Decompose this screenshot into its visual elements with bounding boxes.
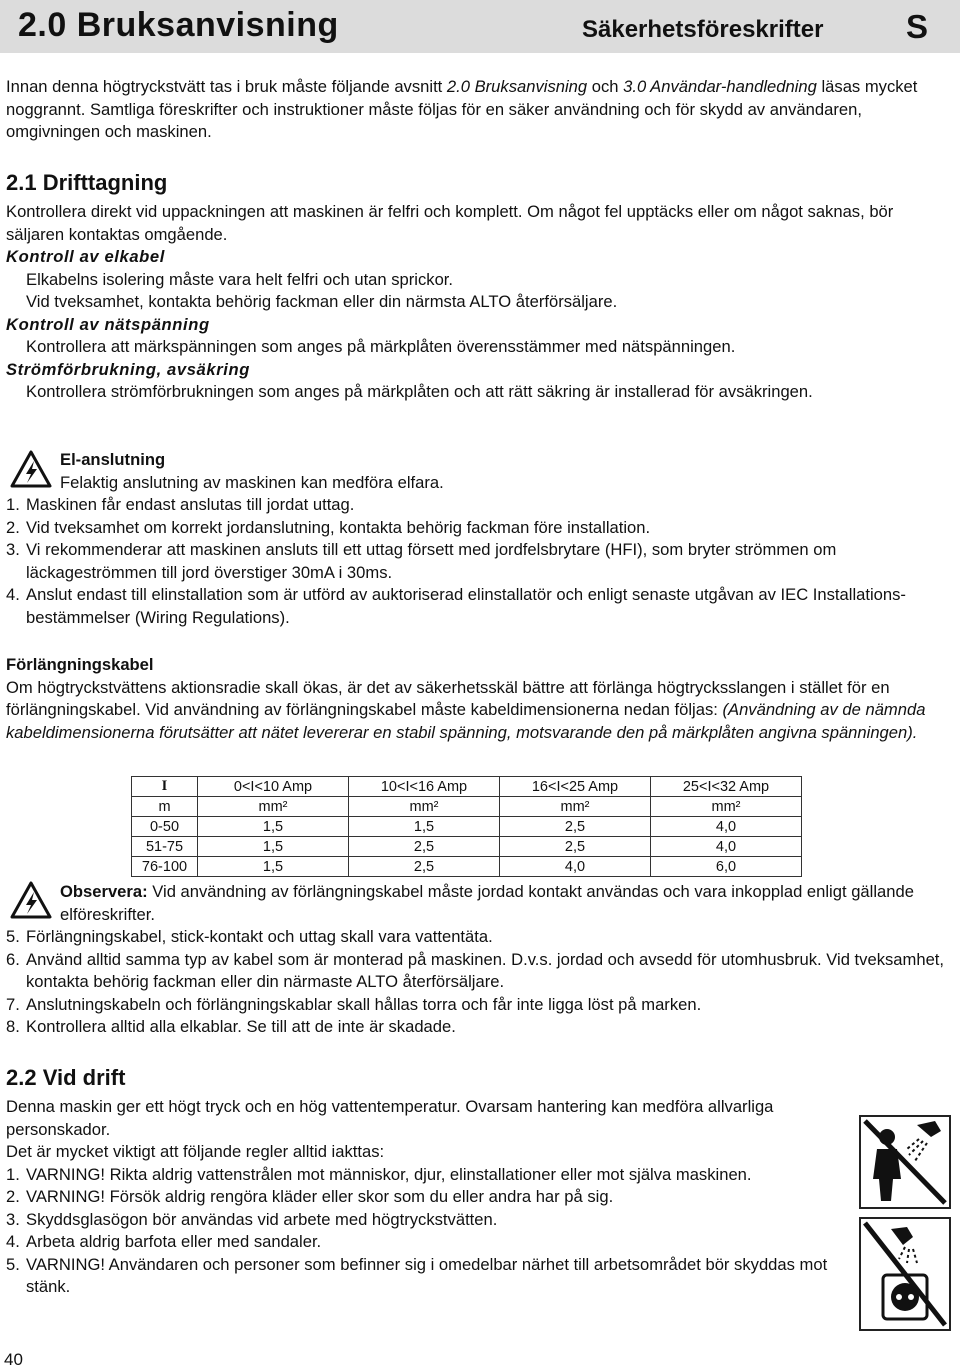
table-cell: 1,5 [198,817,349,837]
table-cell: 51-75 [132,837,198,857]
operation-rule-item [6,1254,838,1299]
no-spray-at-people-icon [859,1115,951,1209]
extension-cable-heading: Förlängningskabel [6,655,154,674]
table-cell: mm² [349,797,500,817]
observera-list-item [6,926,954,949]
operation-rule-item [6,1164,838,1187]
table-cell: 4,0 [651,817,802,837]
observera-list-item-text: Kontrollera alltid alla elkablar. Se till att de inte är skadade. [26,1017,456,1036]
table-cell: 0<I<10 Amp [198,777,349,797]
observera-section [6,881,954,1039]
operation-rule-item [6,1209,838,1232]
elkabel-text-1: Elkabelns isolering måste vara helt felfri och utan sprickor. [26,269,454,289]
table-unit-row [132,797,802,817]
subheading-stromforbrukning: Strömförbrukning, avsäkring [6,359,250,379]
el-list-item [6,584,954,629]
section-heading-2-1: 2.1 Drifttagning [6,170,168,195]
el-list-item-text: Vid tveksamhet om korrekt jordanslutning, kontakta behörig fackman före installation. [26,517,651,537]
el-anslutning-list [6,494,954,629]
intro-paragraph: Innan denna högtryckstvätt tas i bruk måste följande avsnitt 2.0 Bruksanvisning och 3.0 Användar-handledning läsas mycket noggrannt. Samtliga föreskrifter och instruktioner måste följas för en säker användning och för skydd av användaren, omgivningen och maskinen. [6,77,918,141]
table-row [132,837,802,857]
observera-list-item [6,949,954,994]
operation-rule-item-text: VARNING! Användaren och personer som befinner sig i omedelbar närhet till arbetsområdet bör skyddas mot stänk. [26,1254,828,1296]
extension-cable-paragraph: Om högtryckstvättens aktionsradie skall ökas, är det av säkerhetsskäl bättre att förlänga högtrycksslangen i stället för en förlängningskabel. Vid användning av förlängningskabel måste kabeldimensionerna nedan följas: (Användning av de nämnda kabeldimensionerna förutsätter att nätet levererar en stabil spänning, motsvarande den på märkplåten angivna spänningen). [6,677,926,742]
section-heading-2-2: 2.2 Vid drift [6,1065,126,1090]
el-list-item-number: 3. [6,540,20,559]
observera-list [6,926,954,1039]
table-cell: 0-50 [132,817,198,837]
elkabel-text-2: Vid tveksamhet, kontakta behörig fackman eller din närmsta ALTO återförsäljare. [26,292,618,311]
operation-rule-item-number: 3. [6,1209,20,1229]
table-cell: 76-100 [132,857,198,877]
chapter-subtitle: Säkerhetsföreskrifter [582,16,824,43]
operation-rule-item-number: 5. [6,1254,20,1274]
table-cell: 2,5 [500,837,651,857]
operation-rule-item-number: 2. [6,1187,20,1206]
el-list-item [6,517,954,540]
table-cell: 4,0 [651,837,802,857]
cable-dimension-table [131,776,802,877]
el-list-item-text: Maskinen får endast anslutas till jordat uttag. [26,495,355,514]
page-number: 40 [4,1350,23,1369]
operation-rule-item-text: VARNING! Rikta aldrig vattenstrålen mot människor, djur, elinstallationer eller mot själva maskinen. [26,1164,752,1184]
operation-rules-list [6,1164,838,1299]
no-spray-at-electrical-icon [859,1217,951,1331]
observera-list-item-number: 8. [6,1017,20,1036]
table-cell: 1,5 [349,817,500,837]
operation-intro: Denna maskin ger ett högt tryck och en hög vattentemperatur. Ovarsam hantering kan medföra allvarliga personskador. [6,1097,774,1139]
operation-rule-item [6,1231,838,1254]
observera-note: Observera: Vid användning av förlängningskabel måste jordad kontakt användas och vara inkopplad enligt gällande elföreskrifter. [60,882,914,924]
observera-list-item-number: 7. [6,994,20,1014]
el-list-item [6,539,954,584]
observera-list-item [6,1016,954,1039]
natspanning-text: Kontrollera att märkspänningen som anges på märkplåten överensstämmer med nätspänningen. [26,337,736,356]
section-2-1-body [6,201,954,404]
observera-list-item-number: 5. [6,927,20,946]
observera-list-item-text: Anslutningskabeln och förlängningskablar skall hållas torra och får inte ligga löst på marken. [26,994,702,1014]
table-cell: 2,5 [500,817,651,837]
el-list-item-number: 1. [6,495,20,514]
inspection-paragraph: Kontrollera direkt vid uppackningen att maskinen är felfri och komplett. Om något fel upptäcks eller om något saknas, bör säljaren kontaktas omgående. [6,202,894,244]
el-anslutning-section [6,449,954,629]
chapter-title: 2.0 Bruksanvisning [18,6,339,44]
table-cell: 25<I<32 Amp [651,777,802,797]
table-cell: 1,5 [198,857,349,877]
table-cell: 6,0 [651,857,802,877]
language-code: S [906,8,929,45]
stromforbrukning-text: Kontrollera strömförbrukningen som anges på märkplåten och att rätt säkring är installerad för avsäkringen. [26,382,813,401]
el-anslutning-heading: El-anslutning [60,450,166,469]
page-header [0,0,960,53]
observera-list-item-text: Använd alltid samma typ av kabel som är monterad på maskinen. D.v.s. jordad och avsedd för utomhusbruk. Vid tveksamhet, kontakta behörig fackman eller din närmaste ALTO återförsäljare. [26,949,945,991]
operation-rule-item-number: 1. [6,1164,20,1184]
observera-list-item-number: 6. [6,949,20,969]
table-row [132,817,802,837]
table-header-row [132,777,802,797]
operation-rule-item-text: Arbeta aldrig barfota eller med sandaler. [26,1232,322,1251]
operation-rule-item-text: Skyddsglasögon bör användas vid arbete med högtryckstvätten. [26,1209,498,1229]
table-cell: mm² [500,797,651,817]
el-list-item-text: Anslut endast till elinstallation som är utförd av auktoriserad elinstallatör och enligt senaste utgåvan av IEC Installations-bestämmelser (Wiring Regulations). [26,585,906,627]
operation-rules-lead: Det är mycket viktigt att följande regler alltid iakttas: [6,1142,385,1161]
el-list-item-number: 4. [6,585,20,604]
table-cell: 1,5 [198,837,349,857]
el-anslutning-warning: Felaktig anslutning av maskinen kan medföra elfara. [60,472,444,492]
table-cell: I [132,777,198,797]
subheading-elkabel: Kontroll av elkabel [6,247,165,266]
table-cell: 10<I<16 Amp [349,777,500,797]
table-cell: mm² [651,797,802,817]
el-list-item-text: Vi rekommenderar att maskinen ansluts till ett uttag försett med jordfelsbrytare (HFI), som bryter strömmen om läckageströmmen till jord överstiger 30mA i 30ms. [26,540,837,582]
table-cell: 4,0 [500,857,651,877]
table-cell: 2,5 [349,837,500,857]
table-cell: 2,5 [349,857,500,877]
observera-list-item [6,994,954,1017]
observera-list-item-text: Förlängningskabel, stick-kontakt och uttag skall vara vattentäta. [26,927,493,946]
section-2-2-body [6,1096,838,1299]
el-list-item [6,494,954,517]
operation-rule-item-number: 4. [6,1232,20,1251]
table-cell: m [132,797,198,817]
table-cell: 16<I<25 Amp [500,777,651,797]
operation-rule-item-text: VARNING! Försök aldrig rengöra kläder eller skor som du eller andra har på sig. [26,1187,614,1206]
operation-rule-item [6,1186,838,1209]
subheading-natspanning: Kontroll av nätspänning [6,314,210,334]
table-row [132,857,802,877]
extension-cable-section [6,654,954,744]
el-list-item-number: 2. [6,517,20,537]
table-cell: mm² [198,797,349,817]
